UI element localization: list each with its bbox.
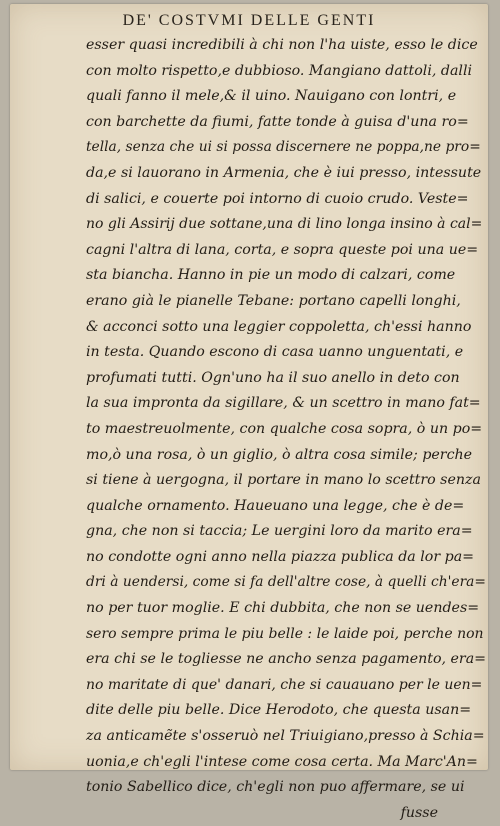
text-line: & acconci sotto una leggier coppoletta, ch'essi hanno (86, 318, 472, 335)
text-line: cagni l'altra di lana, corta, e sopra queste poi una ue= (86, 241, 479, 258)
text-line: mo,ò una rosa, ò un giglio, ò altra cosa simile; perche (86, 446, 473, 463)
text-line: qualche ornamento. Haueuano una legge, che è de= (86, 497, 465, 514)
text-line: si tiene à uergogna, il portare in mano lo scettro senza (86, 472, 481, 489)
text-line: la sua impronta da sigillare, & un scettro in mano fat= (86, 395, 481, 412)
text-line: no condotte ogni anno nella piazza publica da lor pa= (86, 548, 475, 565)
text-line: di salici, e couerte poi intorno di cuoio crudo. Veste= (86, 190, 469, 207)
text-line: no maritate di que' danari, che si cauauano per le uen= (86, 676, 483, 693)
text-line: era chi se le togliesse ne ancho senza pagamento, era= (86, 651, 487, 668)
text-line: erano già le pianelle Tebane: portano capelli longhi, (86, 292, 461, 309)
text-line: tella, senza che ui si possa discernere ne poppa,ne pro= (86, 139, 481, 156)
text-line: za anticamẽte s'osseruò nel Triuigiano,presso à Schia= (86, 728, 485, 745)
text-line: gna, che non si taccia; Le uergini loro da marito era= (86, 523, 473, 540)
text-line: in testa. Quando escono di casa uanno unguentati, e (86, 344, 464, 361)
text-line: da,e si lauorano in Armenia, che è iui presso, intessute (86, 164, 482, 181)
text-line: uonia,e ch'egli l'intese come cosa certa. Ma Marc'An= (86, 753, 478, 770)
page-body-text (86, 33, 486, 826)
text-line: con barchette da fiumi, fatte tonde à guisa d'una ro= (86, 113, 469, 130)
book-page (10, 4, 488, 821)
text-line: no per tuor moglie. E chi dubbita, che non se uendes= (86, 600, 480, 617)
text-line: dri à uendersi, come si fa dell'altre cose, à quelli ch'era= (86, 574, 486, 591)
text-line: sta biancha. Hanno in pie un modo di calzari, come (86, 267, 456, 284)
text-line: con molto rispetto,e dubbioso. Mangiano dattoli, dalli (86, 62, 473, 79)
catchword: fusse (400, 804, 438, 821)
text-line: to maestreuolmente, con qualche cosa sopra, ò un po= (86, 420, 483, 437)
text-line: esser quasi incredibili à chi non l'ha uiste, esso le dice (86, 37, 478, 53)
text-line: profumati tutti. Ogn'uno ha il suo anello in deto con (86, 369, 460, 386)
running-header: DE' COSTVMI DELLE GENTI (122, 12, 376, 29)
text-line: quali fanno il mele,& il uino. Nauigano con lontri, e (86, 88, 457, 105)
text-line: sero sempre prima le piu belle : le laide poi, perche non (86, 625, 484, 642)
text-line: no gli Assirij due sottane,una di lino longa insino à cal= (86, 216, 483, 233)
text-line: dite delle piu belle. Dice Herodoto, che questa usan= (86, 702, 472, 719)
text-line: tonio Sabellico dice, ch'egli non puo affermare, se ui (86, 779, 465, 796)
